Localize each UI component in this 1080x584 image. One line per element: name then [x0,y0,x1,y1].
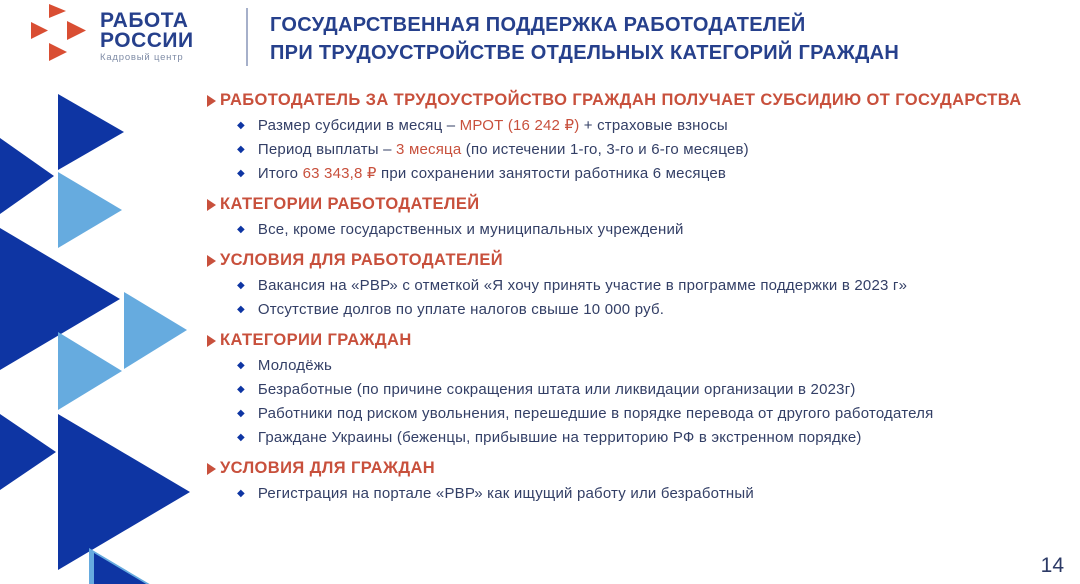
section-marker-triangle-icon [207,463,216,475]
bullet-diamond-icon: ◆ [237,432,245,443]
bullet-list [237,356,1072,448]
section-marker-triangle-icon [207,199,216,211]
logo-brand-line2: РОССИИ [100,29,194,52]
slide-title-line1: ГОСУДАРСТВЕННАЯ ПОДДЕРЖКА РАБОТОДАТЕЛЕЙ [270,14,806,36]
bullet-item [237,404,1072,424]
bullet-text [258,484,754,504]
section [207,250,1072,320]
section-title: УСЛОВИЯ ДЛЯ ГРАЖДАН [220,459,436,477]
bullet-item [237,300,1072,320]
section-marker-triangle-icon [207,95,216,107]
highlighted-value: 63 343,8 ₽ [302,165,377,182]
bullet-item [237,220,1072,240]
bullet-segment: Период выплаты – [257,141,397,158]
section-title-row [207,194,1072,215]
section-title: УСЛОВИЯ ДЛЯ РАБОТОДАТЕЛЕЙ [220,251,503,269]
section-title-row [207,90,1072,111]
bullet-diamond-icon: ◆ [237,408,245,419]
section-marker-triangle-icon [207,335,216,347]
section-title-row [207,330,1072,351]
bullet-diamond-icon: ◆ [237,280,245,291]
bullet-text [258,140,749,160]
bullet-segment: Итого [257,165,303,182]
bullet-text [258,404,934,424]
bullet-item [237,140,1072,160]
bullet-list [237,276,1072,320]
bullet-text [258,356,332,376]
bullet-diamond-icon: ◆ [237,168,245,179]
bullet-diamond-icon: ◆ [237,224,245,235]
bullet-item [237,428,1072,448]
bullet-text [258,428,862,448]
content-sections [207,90,1072,514]
highlighted-value: МРОТ (16 242 ₽) [459,117,580,134]
section [207,330,1072,448]
header-divider [246,8,248,66]
bullet-list [237,220,1072,240]
bullet-segment: Отсутствие долгов по уплате налогов свыше 10 000 руб. [257,301,665,318]
section-title-row [207,458,1072,479]
logo-brand-line1: РАБОТА [100,9,189,32]
bullet-text [258,276,907,296]
bullet-text [258,164,726,184]
left-triangles-decoration [0,80,200,584]
bullet-item [237,164,1072,184]
bullet-item [237,356,1072,376]
bullet-segment: Размер субсидии в месяц – [257,117,460,134]
bullet-segment: (по истечении 1-го, 3-го и 6-го месяцев) [461,141,749,158]
section-title: КАТЕГОРИИ ГРАЖДАН [220,331,412,349]
page-number: 14 [1040,554,1064,577]
bullet-list [237,484,1072,504]
section-title: КАТЕГОРИИ РАБОТОДАТЕЛЕЙ [220,195,480,213]
bullet-diamond-icon: ◆ [237,304,245,315]
section-title-row [207,250,1072,271]
bullet-text [258,380,856,400]
bullet-segment: при сохранении занятости работника 6 месяцев [376,165,727,182]
bullet-segment: Все, кроме государственных и муниципальных учреждений [257,221,684,238]
section [207,458,1072,504]
bullet-text [258,300,664,320]
section [207,194,1072,240]
bullet-diamond-icon: ◆ [237,360,245,371]
bullet-segment: Молодёжь [257,357,333,374]
bullet-segment: + страховые взносы [579,117,728,134]
bullet-item [237,484,1072,504]
bullet-diamond-icon: ◆ [237,120,245,131]
rabota-rossii-logo-icon [30,2,92,64]
slide-title [270,11,899,67]
bullet-diamond-icon: ◆ [237,488,245,499]
logo-brand-text [100,11,194,51]
highlighted-value: 3 месяца [396,141,462,158]
bullet-item [237,116,1072,136]
bullet-segment: Работники под риском увольнения, перешедшие в порядке перевода от другого работодателя [257,405,934,422]
bullet-item [237,380,1072,400]
bullet-list [237,116,1072,184]
bullet-diamond-icon: ◆ [237,144,245,155]
bullet-segment: Регистрация на портале «РВР» как ищущий работу или безработный [257,485,754,502]
section [207,90,1072,184]
slide-title-line2: ПРИ ТРУДОУСТРОЙСТВЕ ОТДЕЛЬНЫХ КАТЕГОРИЙ ГРАЖДАН [270,42,900,64]
bullet-text [258,116,728,136]
bullet-diamond-icon: ◆ [237,384,245,395]
logo-subtitle: Кадровый центр [100,52,184,63]
bullet-segment: Вакансия на «РВР» с отметкой «Я хочу принять участие в программе поддержки в 2023 г» [257,277,908,294]
bullet-segment: Граждане Украины (беженцы, прибывшие на территорию РФ в экстренном порядке) [257,429,862,446]
section-marker-triangle-icon [207,255,216,267]
bullet-segment: Безработные (по причине сокращения штата или ликвидации организации в 2023г) [257,381,856,398]
section-title: РАБОТОДАТЕЛЬ ЗА ТРУДОУСТРОЙСТВО ГРАЖДАН ПОЛУЧАЕТ СУБСИДИЮ ОТ ГОСУДАРСТВА [220,91,1022,109]
bullet-text [258,220,684,240]
bullet-item [237,276,1072,296]
